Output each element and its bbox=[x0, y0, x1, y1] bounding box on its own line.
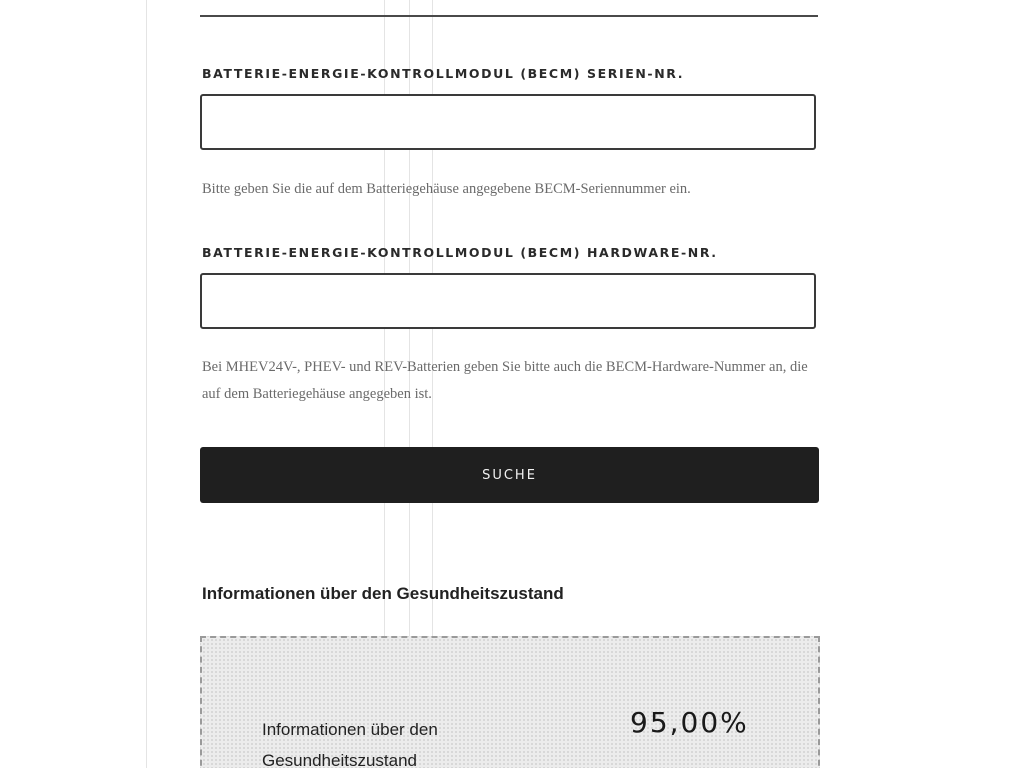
health-info-card bbox=[200, 636, 820, 768]
becm-serial-input[interactable] bbox=[200, 94, 816, 150]
health-section-title: Informationen über den Gesundheitszustand bbox=[202, 584, 564, 603]
search-button[interactable]: SUCHE bbox=[200, 447, 819, 503]
health-info-label: Informationen über den Gesundheitszustand bbox=[262, 720, 438, 768]
top-divider bbox=[200, 15, 818, 17]
becm-hardware-label: BATTERIE-ENERGIE-KONTROLLMODUL (BECM) HARDWARE-NR. bbox=[202, 245, 718, 260]
scan-artifact-line bbox=[146, 0, 147, 768]
becm-hardware-input[interactable] bbox=[200, 273, 816, 329]
becm-serial-label: BATTERIE-ENERGIE-KONTROLLMODUL (BECM) SERIEN-NR. bbox=[202, 66, 685, 81]
becm-hardware-hint: Bei MHEV24V-, PHEV- und REV-Batterien geben Sie bitte auch die BECM-Hardware-Nummer an, die auf dem Batteriegehäuse angegeben ist. bbox=[202, 359, 808, 402]
health-percentage-value: 95,00% bbox=[630, 706, 749, 739]
battery-lookup-form bbox=[200, 0, 820, 768]
becm-serial-hint: Bitte geben Sie die auf dem Batteriegehäuse angegebene BECM-Seriennummer ein. bbox=[202, 181, 691, 197]
